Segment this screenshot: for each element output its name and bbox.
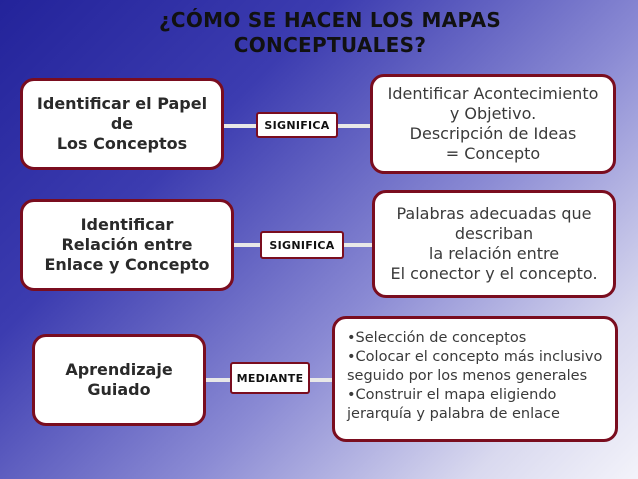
bullet-line: •Construir el mapa eligiendo (347, 387, 557, 403)
connector-row2-left (230, 243, 264, 247)
concept-line: Guiado (87, 380, 151, 399)
description-box-pasos (332, 316, 618, 442)
connector-row2-right (342, 243, 376, 247)
diagram-title (140, 8, 520, 58)
description-box-acontecimiento (370, 74, 616, 174)
concept-line: Identificar el Papel (36, 94, 208, 113)
description-line: y Objetivo. (449, 104, 537, 123)
bullet-line: •Colocar el concepto más inclusivo (347, 349, 603, 365)
concept-box-identificar-papel (20, 78, 224, 170)
bullet-line: jerarquía y palabra de enlace (347, 406, 560, 422)
connector-row1-left (220, 124, 260, 128)
description-line: Identificar Acontecimiento (387, 84, 599, 103)
description-line: = Concepto (445, 144, 541, 163)
link-label-mediante: MEDIANTE (230, 362, 310, 394)
title-line-2: CONCEPTUALES? (233, 33, 427, 57)
concept-line: Relación entre (61, 235, 193, 254)
description-line: la relación entre (428, 244, 560, 263)
description-box-palabras (372, 190, 616, 298)
description-line: Palabras adecuadas que (396, 204, 592, 223)
connector-row1-right (336, 124, 374, 128)
concept-line: Enlace y Concepto (44, 255, 210, 274)
bullet-line: seguido por los menos generales (347, 368, 588, 384)
concept-box-relacion-enlace (20, 199, 234, 291)
concept-box-aprendizaje-guiado (32, 334, 206, 426)
description-line: Descripción de Ideas (409, 124, 577, 143)
link-label-significa-1: SIGNIFICA (256, 112, 338, 138)
concept-line: de (110, 114, 134, 133)
description-line: El conector y el concepto. (390, 264, 598, 283)
concept-line: Identificar (80, 215, 174, 234)
link-label-significa-2: SIGNIFICA (260, 231, 344, 259)
description-line: describan (454, 224, 534, 243)
concept-line: Aprendizaje (65, 360, 173, 379)
title-line-1: ¿CÓMO SE HACEN LOS MAPAS (158, 8, 502, 32)
bullet-line: •Selección de conceptos (347, 330, 527, 346)
concept-line: Los Conceptos (56, 134, 188, 153)
